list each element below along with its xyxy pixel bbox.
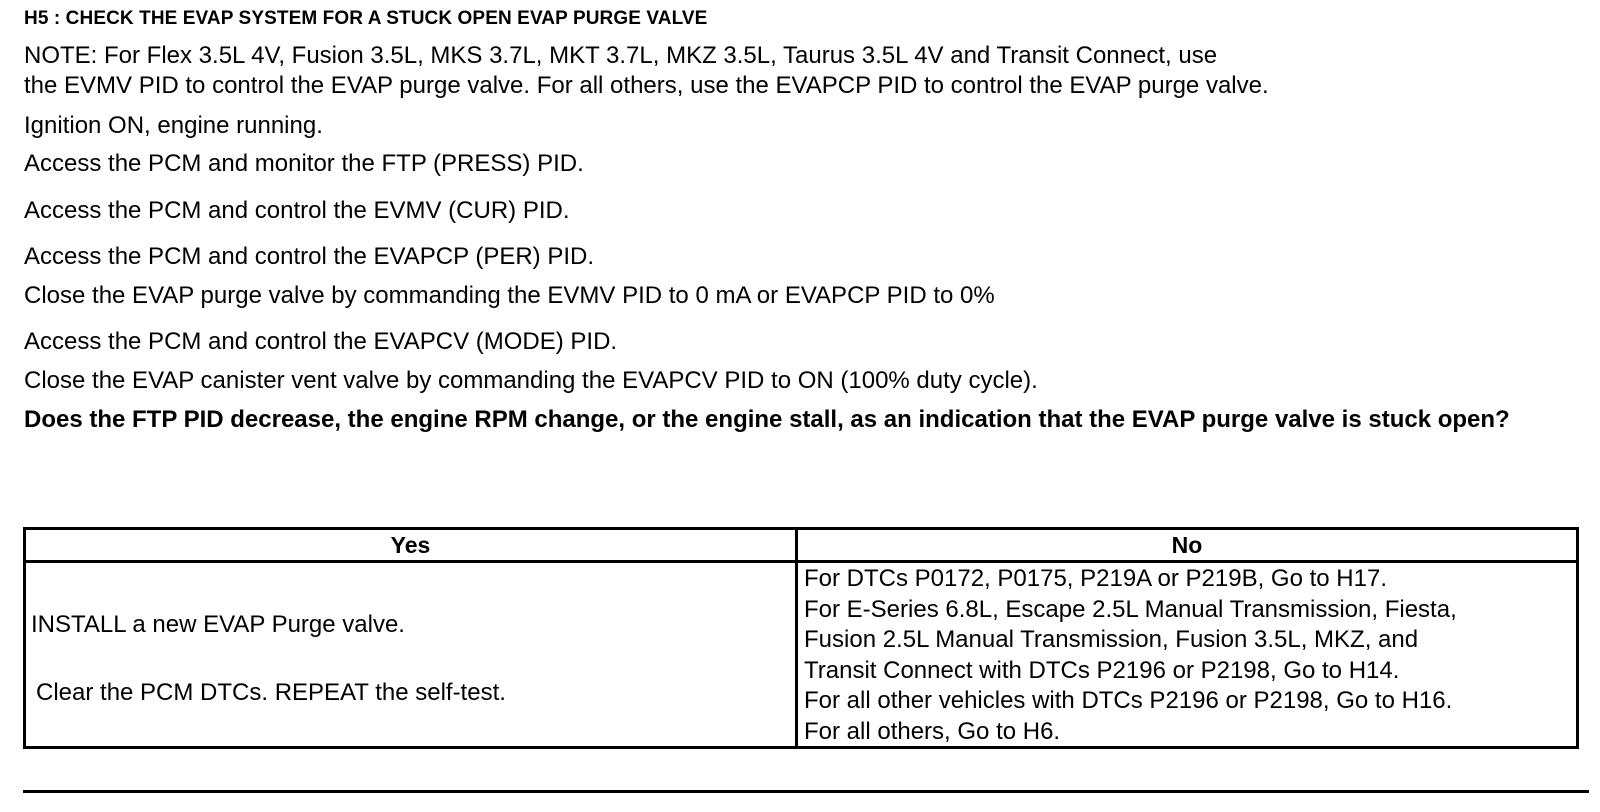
step-monitor-ftp: Access the PCM and monitor the FTP (PRESS) PID. [24,150,584,177]
yes-column-header: Yes [390,532,431,558]
diagnostic-question: Does the FTP PID decrease, the engine RPM change, or the engine stall, as an indication that the EVAP purge valve is stuck open? [24,406,1510,433]
step-control-evapcv: Access the PCM and control the EVAPCV (MODE) PID. [24,328,618,355]
note-line-1: NOTE: For Flex 3.5L 4V, Fusion 3.5L, MKS 3.7L, MKT 3.7L, MKZ 3.5L, Taurus 3.5L 4V and Transit Connect, use [24,42,1218,69]
yes-cell [26,563,795,748]
step-control-evapcp: Access the PCM and control the EVAPCP (PER) PID. [24,243,594,270]
no-action-line: For all other vehicles with DTCs P2196 or P2198, Go to H16. [804,687,1453,714]
procedure-heading: H5 : CHECK THE EVAP SYSTEM FOR A STUCK OPEN EVAP PURGE VALVE [24,8,708,29]
no-action-line: Fusion 2.5L Manual Transmission, Fusion 3.5L, MKZ, and [804,626,1419,653]
no-cell [804,564,1576,747]
step-close-vent-valve: Close the EVAP canister vent valve by commanding the EVAPCV PID to ON (100% duty cycle). [24,367,1038,394]
no-action-line: Transit Connect with DTCs P2196 or P2198, Go to H14. [804,656,1400,684]
no-action-line: For E-Series 6.8L, Escape 2.5L Manual Transmission, Fiesta, [804,595,1457,623]
result-table [23,527,1579,749]
step-ignition: Ignition ON, engine running. [24,112,323,139]
footer-rule [23,790,1589,793]
note-line-2: the EVMV PID to control the EVAP purge valve. For all others, use the EVAPCP PID to control the EVAP purge valve. [24,72,1269,99]
no-action-line: For DTCs P0172, P0175, P219A or P219B, Go to H17. [804,565,1387,592]
step-control-evmv: Access the PCM and control the EVMV (CUR) PID. [24,197,570,224]
no-action-line: For all others, Go to H6. [804,717,1061,745]
yes-action-clear-dtcs: Clear the PCM DTCs. REPEAT the self-test. [36,679,506,706]
yes-action-install: INSTALL a new EVAP Purge valve. [31,611,405,638]
table-column-divider [795,530,798,746]
no-column-header: No [1171,532,1203,558]
step-close-purge-valve: Close the EVAP purge valve by commanding the EVMV PID to 0 mA or EVAPCP PID to 0% [24,282,995,309]
